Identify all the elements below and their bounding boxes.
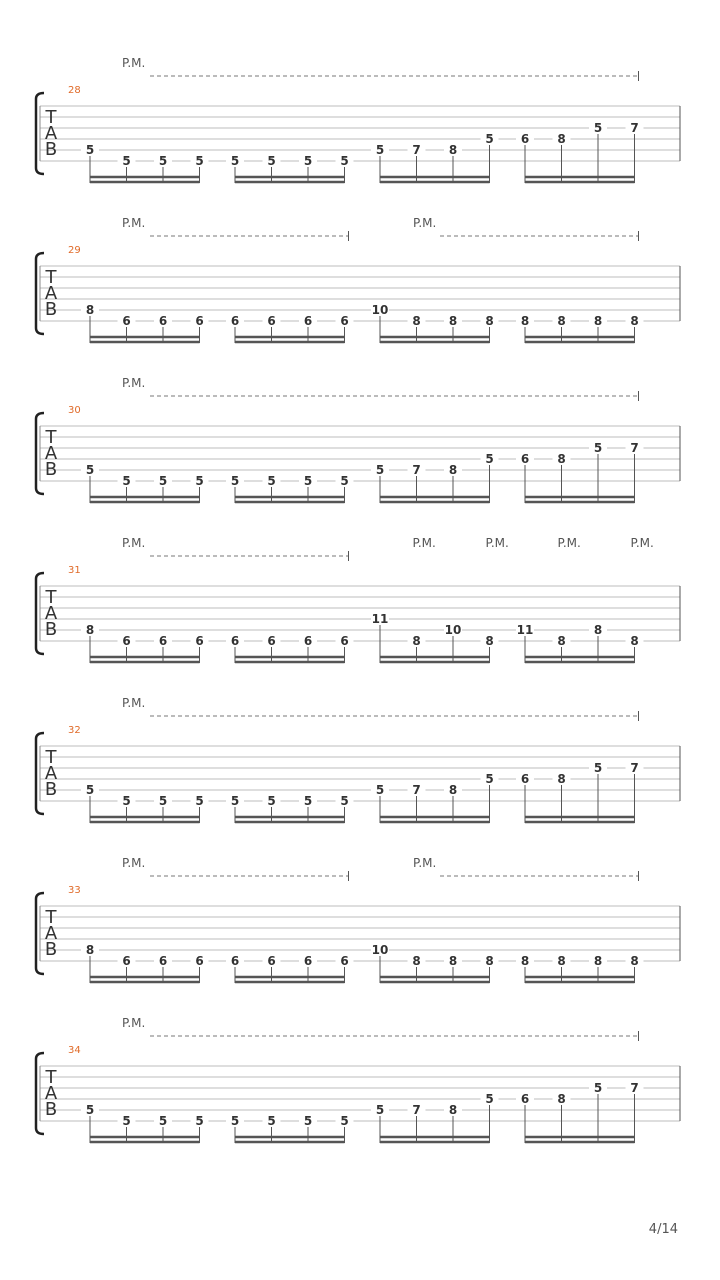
fret-number: 5 [195,1114,204,1128]
fret-number: 6 [520,1092,530,1106]
measure-number: 30 [68,405,81,416]
fret-number: 6 [230,634,240,648]
fret-number: 5 [375,463,385,477]
fret-number: 6 [340,314,349,328]
fret-number: 6 [230,314,240,328]
fret-number: 5 [122,154,131,168]
tab-clef-letter: T [45,587,57,608]
fret-number: 6 [303,634,313,648]
tab-clef-letter: B [44,619,58,640]
pm-label: P.M. [122,856,146,870]
tab-system [36,216,680,343]
tab-clef-letter: A [44,763,58,784]
tab-system [36,856,680,983]
fret-number: 5 [303,474,313,488]
tab-clef-letter: B [44,139,58,160]
tab-clef-letter: A [44,923,58,944]
tab-clef-letter: A [44,283,58,304]
fret-number: 5 [340,474,349,488]
fret-number: 8 [630,314,639,328]
fret-number: 6 [303,314,313,328]
pm-label: P.M. [630,536,654,550]
fret-number: 5 [158,794,168,808]
tab-clef-letter: A [44,443,58,464]
fret-number: 8 [557,452,566,466]
fret-number: 8 [520,314,530,328]
fret-number: 7 [630,441,639,455]
fret-number: 5 [267,474,276,488]
fret-number: 5 [485,452,494,466]
fret-number: 6 [267,314,276,328]
fret-number: 8 [485,954,494,968]
fret-number: 8 [448,954,458,968]
fret-number: 8 [412,314,421,328]
fret-number: 5 [122,1114,131,1128]
fret-number: 5 [340,1114,349,1128]
pm-label: P.M. [485,536,509,550]
pm-label: P.M. [413,856,437,870]
fret-number: 5 [303,794,313,808]
fret-number: 5 [340,154,349,168]
page-number: 4/14 [648,1222,678,1237]
fret-number: 7 [630,121,639,135]
tab-clef-letter: T [45,1067,57,1088]
fret-number: 8 [593,314,603,328]
measure-number: 29 [68,245,81,256]
tab-clef-letter: B [44,1099,58,1120]
fret-number: 5 [593,1081,603,1095]
fret-number: 8 [448,143,458,157]
fret-number: 5 [340,794,349,808]
fret-number: 8 [448,783,458,797]
tab-clef-letter: A [44,1083,58,1104]
fret-number: 8 [557,772,566,786]
tab-clef-letter: T [45,267,57,288]
fret-number: 5 [195,154,204,168]
fret-number: 6 [520,132,530,146]
tab-clef-letter: T [45,427,57,448]
tab-clef-letter: A [44,123,58,144]
fret-number: 6 [122,314,131,328]
fret-number: 5 [85,463,95,477]
pm-label: P.M. [413,216,437,230]
fret-number: 8 [557,1092,566,1106]
fret-number: 8 [485,634,494,648]
fret-number: 8 [448,463,458,477]
fret-number: 5 [122,474,131,488]
fret-number: 5 [375,143,385,157]
fret-number: 6 [520,772,530,786]
fret-number: 6 [158,954,168,968]
measure-number: 31 [68,565,81,576]
fret-number: 6 [230,954,240,968]
tab-clef-letter: B [44,299,58,320]
measure-number: 34 [68,1045,81,1056]
fret-number: 5 [267,794,276,808]
fret-number: 8 [557,314,566,328]
fret-number: 5 [593,761,603,775]
fret-number: 8 [448,314,458,328]
fret-number: 5 [230,154,240,168]
fret-number: 6 [195,954,204,968]
fret-number: 7 [630,1081,639,1095]
fret-number: 6 [340,954,349,968]
tab-clef-letter: T [45,107,57,128]
fret-number: 7 [412,1103,421,1117]
fret-number: 6 [340,634,349,648]
fret-number: 8 [557,634,566,648]
fret-number: 5 [230,1114,240,1128]
fret-number: 11 [516,623,534,637]
tab-clef-letter: T [45,747,57,768]
fret-number: 6 [195,634,204,648]
fret-number: 10 [371,303,389,317]
fret-number: 7 [412,143,421,157]
fret-number: 7 [412,463,421,477]
fret-number: 10 [371,943,389,957]
fret-number: 5 [267,154,276,168]
fret-number: 5 [485,132,494,146]
fret-number: 5 [485,1092,494,1106]
fret-number: 5 [158,154,168,168]
fret-number: 5 [267,1114,276,1128]
fret-number: 6 [158,634,168,648]
fret-number: 8 [412,634,421,648]
pm-label: P.M. [122,1016,146,1030]
pm-label: P.M. [122,696,146,710]
fret-number: 5 [85,1103,95,1117]
fret-number: 5 [195,474,204,488]
fret-number: 8 [593,954,603,968]
fret-number: 5 [303,154,313,168]
fret-number: 5 [303,1114,313,1128]
tab-clef-letter: B [44,779,58,800]
fret-number: 5 [158,474,168,488]
fret-number: 11 [371,612,389,626]
fret-number: 8 [485,314,494,328]
fret-number: 6 [267,954,276,968]
tab-system [36,536,680,663]
measure-number: 28 [68,85,81,96]
fret-number: 5 [85,783,95,797]
fret-number: 5 [158,1114,168,1128]
fret-number: 8 [85,303,95,317]
measure-number: 32 [68,725,81,736]
pm-label: P.M. [122,536,146,550]
fret-number: 6 [267,634,276,648]
fret-number: 5 [195,794,204,808]
fret-number: 5 [593,441,603,455]
fret-number: 6 [195,314,204,328]
tab-clef-letter: A [44,603,58,624]
fret-number: 8 [85,623,95,637]
pm-label: P.M. [412,536,436,550]
fret-number: 5 [593,121,603,135]
fret-number: 8 [630,634,639,648]
fret-number: 6 [158,314,168,328]
tab-system [36,376,680,503]
fret-number: 8 [557,954,566,968]
tab-system [36,1016,680,1143]
fret-number: 8 [448,1103,458,1117]
fret-number: 5 [375,783,385,797]
fret-number: 5 [85,143,95,157]
fret-number: 7 [630,761,639,775]
fret-number: 8 [85,943,95,957]
fret-number: 5 [230,794,240,808]
fret-number: 6 [122,634,131,648]
tab-clef-letter: B [44,939,58,960]
fret-number: 8 [412,954,421,968]
tab-system [36,696,680,823]
fret-number: 8 [630,954,639,968]
fret-number: 5 [122,794,131,808]
fret-number: 6 [520,452,530,466]
fret-number: 10 [444,623,462,637]
fret-number: 8 [557,132,566,146]
fret-number: 5 [230,474,240,488]
tab-clef-letter: T [45,907,57,928]
fret-number: 5 [375,1103,385,1117]
tab-system [36,56,680,183]
fret-number: 6 [303,954,313,968]
fret-number: 7 [412,783,421,797]
fret-number: 5 [485,772,494,786]
pm-label: P.M. [122,216,146,230]
pm-label: P.M. [122,376,146,390]
fret-number: 6 [122,954,131,968]
pm-label: P.M. [557,536,581,550]
tab-clef-letter: B [44,459,58,480]
pm-label: P.M. [122,56,146,70]
measure-number: 33 [68,885,81,896]
fret-number: 8 [520,954,530,968]
fret-number: 8 [593,623,603,637]
